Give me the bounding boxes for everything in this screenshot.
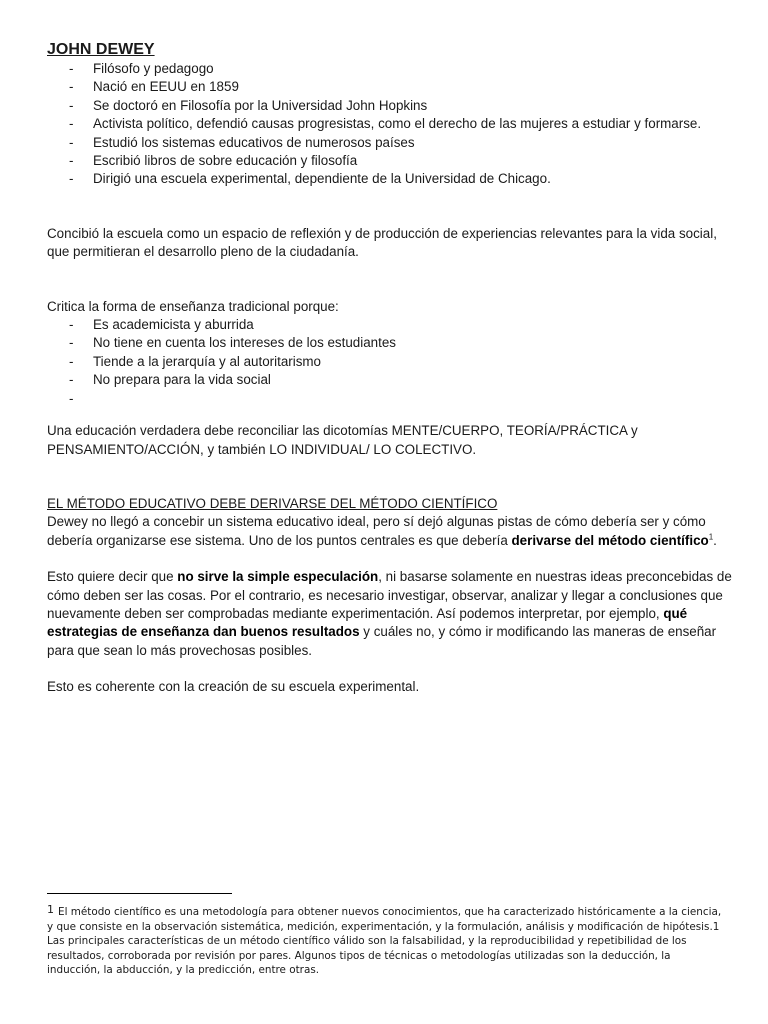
paragraph-concept: Concibió la escuela como un espacio de reflexión y de producción de experiencias relevantes para la vida social, que permitieran el desarrollo pleno de la ciudadanía. — [47, 225, 717, 260]
list-item-text: Nació en EEUU en 1859 — [93, 79, 239, 95]
dash-bullet: - — [69, 335, 74, 351]
list-item-text: Filósofo y pedagogo — [93, 61, 214, 76]
text-run: y cuáles no, y cómo ir modificando las maneras de enseñar para que sean lo más provechosas posibles. — [47, 624, 717, 658]
list-item — [47, 97, 737, 115]
footnote-reference[interactable]: 1 — [708, 532, 714, 542]
list-item-text: No prepara para la vida social — [93, 372, 271, 388]
footnote-text: El método científico es una metodología para obtener nuevos conocimientos, que ha caracterizado históricamente a la ciencia, y que consiste en la observación sistemática, medición, experimentación, y la formulación, análisis y modificación de hipótesis.1 Las principales características de un método científico válido son la falsabilidad, y la reproducibilidad y repetibilidad de los resultados, corroborada por revisión por pares. Algunos tipos de técnicas o metodologías utilizadas son la deducción, la inducción, la abducción, y la predicción, entre otras. — [47, 906, 722, 977]
dash-bullet: - — [69, 79, 74, 95]
list-item — [47, 115, 737, 133]
text-run: , ni basarse solamente en nuestras ideas preconcebidas de cómo deben ser las cosas. Por el contrario, es necesario investigar, observar, analizar y llegar a conclusiones que nuevamente deben ser comprobadas mediante experimentación. Así podemos interpretar, por ejemplo, — [47, 569, 732, 621]
text-run: Esto quiere decir que — [47, 569, 178, 585]
page-title: JOHN DEWEY — [47, 41, 155, 58]
list-item — [47, 371, 737, 389]
paragraph-conclusion: Esto es coherente con la creación de su escuela experimental. — [47, 679, 420, 695]
dash-bullet: - — [69, 134, 74, 150]
list-item — [47, 60, 737, 78]
list-item — [47, 78, 737, 96]
dash-bullet: - — [69, 353, 74, 369]
list-item-text: Se doctoró en Filosofía por la Universidad John Hopkins — [93, 97, 428, 113]
bold-text: no sirve la simple especulación — [177, 569, 379, 585]
list-item-text: Estudió los sistemas educativos de numerosos países — [93, 134, 415, 150]
footnote-separator — [47, 893, 232, 894]
list-item — [47, 316, 737, 334]
list-item — [47, 334, 737, 352]
critique-list — [47, 316, 737, 408]
dash-bullet: - — [69, 61, 74, 76]
list-item — [47, 134, 737, 152]
list-item-text — [93, 391, 97, 406]
bold-text: derivarse del método científico — [511, 532, 709, 548]
dash-bullet: - — [69, 153, 74, 169]
list-item — [47, 390, 737, 408]
paragraph-explanation — [47, 568, 737, 660]
list-item-text: Es academicista y aburrida — [93, 317, 254, 333]
list-item-text: Escribió libros de sobre educación y filosofía — [93, 153, 358, 169]
list-item — [47, 152, 737, 170]
paragraph-dichotomies: Una educación verdadera debe reconciliar las dicotomías MENTE/CUERPO, TEORÍA/PRÁCTICA y PENSAMIENTO/ACCIÓN, y también LO INDIVIDUAL/ LO COLECTIVO. — [47, 423, 638, 457]
list-item — [47, 170, 737, 188]
dash-bullet: - — [69, 171, 74, 187]
critique-intro: Critica la forma de enseñanza tradicional porque: — [47, 298, 339, 314]
document-body — [47, 40, 737, 697]
dash-bullet: - — [69, 372, 74, 388]
list-item — [47, 353, 737, 371]
bold-text: qué estrategias de enseñanza dan buenos resultados — [47, 605, 688, 640]
list-item-text: No tiene en cuenta los intereses de los estudiantes — [93, 335, 396, 351]
dash-bullet: - — [69, 390, 74, 406]
footnote-number: 1 — [47, 903, 54, 916]
list-item-text: Tiende a la jerarquía y al autoritarismo — [93, 353, 322, 369]
text-run: . — [713, 532, 717, 548]
list-item-text: Dirigió una escuela experimental, dependiente de la Universidad de Chicago. — [93, 171, 551, 187]
text-run: Dewey no llegó a concebir un sistema educativo ideal, pero sí dejó algunas pistas de cómo debería ser y cómo debería organizarse ese sistema. Uno de los puntos centrales es que debería — [47, 514, 706, 548]
biography-list — [47, 60, 737, 189]
dash-bullet: - — [69, 317, 74, 333]
dash-bullet: - — [69, 97, 74, 113]
dash-bullet: - — [69, 116, 74, 132]
footnote — [47, 903, 727, 978]
list-item-text: Activista político, defendió causas progresistas, como el derecho de las mujeres a estudiar y formarse. — [93, 116, 702, 132]
paragraph-method — [47, 513, 737, 550]
section-heading: EL MÉTODO EDUCATIVO DEBE DERIVARSE DEL MÉTODO CIENTÍFICO — [47, 495, 498, 511]
